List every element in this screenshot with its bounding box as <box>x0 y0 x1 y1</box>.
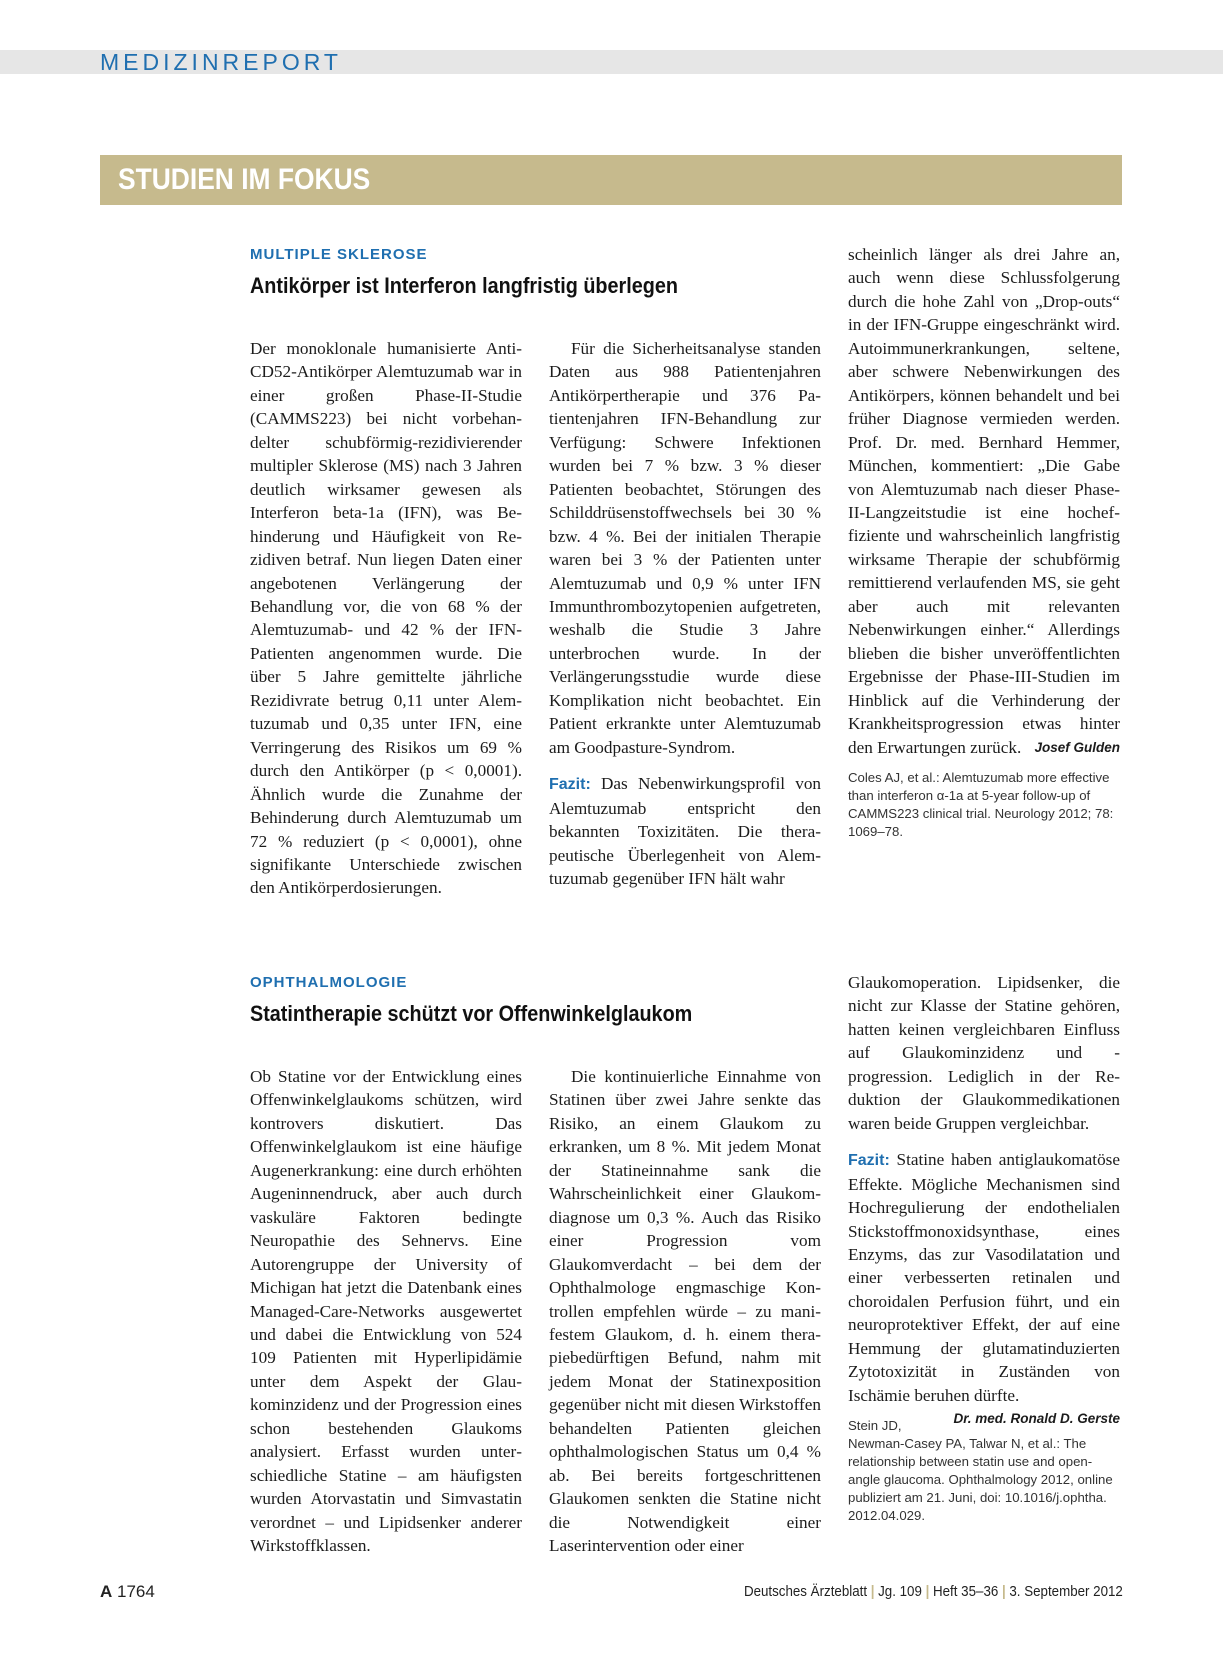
fazit-label: Fazit: <box>848 1152 890 1170</box>
article1-kicker: MULTIPLE SKLEROSE <box>250 246 428 263</box>
author-byline: Josef Gulden <box>1034 739 1120 755</box>
article2-paragraph: Ob Statine vor der Entwicklung eines Offenwinkelglaukoms schützen, wird kontrovers diskutiert. Das Offenwinkelglaukom ist eine häufige Augenerkrankung: eine durch erhöhten Augeninnendruck, aber auch durch vaskuläre Faktoren bedingte Neuropathie des Sehnervs. Eine Autorengruppe der University of Michigan hat jetzt die Datenbank eines Managed-Care-Networks ausgewertet und dabei die Entwicklung von 524 109 Patienten mit Hyperlipidämie unter dem Aspekt der Glaukominzidenz und der Progression eines schon bestehenden Glaukoms analysiert. Erfasst wurden unterschiedliche Statine – am häufigsten wurden Atorvastatin und Simvastatin verordnet – und Lipidsenker anderer Wirkstoffklassen. <box>250 1067 522 1556</box>
article2-kicker: OPHTHALMOLOGIE <box>250 974 408 991</box>
article1-fazit <box>549 772 821 890</box>
article1-column-1 <box>250 337 522 900</box>
fazit-label: Fazit: <box>549 776 591 794</box>
separator: | <box>1002 1584 1006 1600</box>
article2-headline: Statintherapie schützt vor Offenwinkelglaukom <box>250 1001 693 1026</box>
article1-paragraph: Der monoklonale humanisierte Anti-CD52-Antikörper Alemtuzumab war in einer großen Phase-II-Studie (CAMMS223) bei nicht vorbehandelter schubförmig-rezidivierender multipler Sklerose (MS) nach 3 Jahren deutlich wirksamer gewesen als Interferon beta-1a (IFN), was Behinderung und Häufigkeit von Rezidiven betraf. Nun liegen Daten einer angebotenen Verlängerung der Behandlung vor, die von 68 % der Alemtuzumab- und 42 % der IFN-Patienten angenommen wurde. Die über 5 Jahre gemittelte jährliche Rezidivrate betrug 0,11 unter Alemtuzumab und 0,35 unter IFN, eine Verringerung des Risikos um 69 % durch den Antikörper (p < 0,0001). Ähnlich wurde die Zunahme der Behinderung durch Alemtuzumab um 72 % reduziert (p < 0,0001), ohne signifikante Unterschiede zwischen den Antikörperdosierungen. <box>250 339 522 898</box>
article2-column-1 <box>250 1065 522 1558</box>
article1-column-3 <box>848 243 1120 841</box>
reference: Stein JD, Newman-Casey PA, Talwar N, et al.: The relationship between statin use and open-angle glaucoma. Ophthalmology 2012, online publiziert am 21. Juni, doi: 10.1016/j.ophtha. 2012.04.029. <box>848 1418 1113 1524</box>
article2-fazit <box>848 1148 1120 1427</box>
journal-date: 3. September 2012 <box>1009 1584 1123 1600</box>
separator: | <box>925 1584 930 1600</box>
separator: | <box>870 1584 875 1600</box>
author-byline: Dr. med. Ronald D. Gerste <box>953 1411 1120 1427</box>
article2-paragraph: Die kontinuierliche Einnahme von Statinen über zwei Jahre senkte das Risiko, an einem Glaukom zu erkranken, um 8 %. Mit jedem Monat der Statineinnahme sank die Wahrscheinlichkeit einer Glaukomdiagnose um 0,3 %. Auch das Risiko einer Progression vom Glaukomverdacht – bei dem der Ophthalmologe engmaschige Kontrollen empfehlen würde – zu manifestem Glaukom, d. h. einem therapiebedürftigen Befund, nahm mit jedem Monat der Statinexposition gegenüber nicht mit diesen Wirkstoffen behandelten Patienten gleichen ophthalmologischen Status um 0,4 % ab. Bei bereits fortgeschrittenen Glaukomen senkten die Statine nicht die Notwendigkeit einer Laserintervention oder einer <box>549 1067 821 1556</box>
article1-column-2 <box>549 337 821 890</box>
section-label: MEDIZINREPORT <box>100 49 342 75</box>
journal-volume: Jg. 109 <box>878 1584 923 1600</box>
journal-name: Deutsches Ärzteblatt <box>744 1584 868 1600</box>
journal-issue: Heft 35–36 <box>933 1584 999 1600</box>
article1-paragraph <box>848 243 1120 759</box>
reference: Coles AJ, et al.: Alemtuzumab more effective than interferon α-1a at 5-year follow-up of CAMMS223 clinical trial. Neurology 2012; 78: 1069–78. <box>848 769 1114 839</box>
article1-paragraph: Für die Sicherheitsanalyse standen Daten aus 988 Patientenjahren Antikörpertherapie und 376 Patientenjahren IFN-Behandlung zur Verfügung: Schwere Infektionen wurden bei 7 % bzw. 3 % dieser Patienten beobachtet, Störungen des Schilddrüsenstoffwechsels bei 30 % bzw. 4 %. Bei der initialen Therapie waren bei 3 % der Patienten unter Alemtuzumab und 0,9 % unter IFN Immunthrombozytopenien aufgetreten, weshalb die Studie 3 Jahre unterbrochen wurde. In der Verlängerungsstudie wurde diese Komplikation nicht beobachtet. Ein Patient erkrankte unter Alemtuzumab am Goodpasture-Syndrom. <box>549 339 821 757</box>
article1-headline: Antikörper ist Interferon langfristig überlegen <box>250 273 678 298</box>
article2-column-3 <box>848 971 1120 1525</box>
banner-title: STUDIEN IM FOKUS <box>118 163 371 196</box>
article1-paragraph-text: scheinlich länger als drei Jahre an, auch wenn diese Schlussfolgerung durch die hohe Zahl von „Drop-outs“ in der IFN-Gruppe eingeschränkt wird. Autoimmunerkrankungen, seltene, aber schwere Nebenwirkungen des Antikörpers, können behandelt und bei früher Diagnose vermieden werden. Prof. Dr. med. Bernhard Hemmer, München, kommentiert: „Die Gabe von Alemtuzumab nach dieser Phase-II-Langzeitstudie ist eine hocheffiziente und wahrscheinlich langfristig wirksame Therapie der schubförmig remittierend verlaufenden MS, sie geht aber auch mit relevanten Nebenwirkungen einher.“ Allerdings blieben die bisher unveröffentlichten Ergebnisse der Phase-III-Studien im Hinblick auf die Verhinderung der Krankheitsprogression etwas hinter den Erwartungen zurück. <box>848 245 1120 757</box>
section-banner <box>100 155 1122 205</box>
page-number <box>100 1582 155 1602</box>
page-number-value: 1764 <box>117 1582 155 1601</box>
fazit-text: Das Nebenwirkungsprofil von Alemtuzumab entspricht den bekannten Toxizitäten. Die therapeutische Überlegenheit von Alemtuzumab gegenüber IFN hält wahr <box>549 774 822 888</box>
fazit-text: Statine haben antiglaukomatöse Effekte. Mögliche Mechanismen sind Hochregulierung der endothelialen Stickstoffmonoxidsynthase, eines Enzyms, das zur Vasodilatation und einer verbesserten retinalen und choroidalen Perfusion führt, und ein neuroprotektiver Effekt, der auf eine Hemmung der glutamatinduzierten Zytotoxizität in Zuständen von Ischämie beruhen dürfte. <box>848 1150 1120 1405</box>
journal-info <box>744 1584 1123 1600</box>
article2-column-2 <box>549 1065 821 1558</box>
article2-paragraph: Glaukomoperation. Lipidsenker, die nicht zur Klasse der Statine gehören, hatten keinen vergleichbaren Einfluss auf Glaukominzidenz und -progression. Lediglich in der Reduktion der Glaukommedikationen waren beide Gruppen vergleichbar. <box>848 973 1120 1133</box>
page-prefix: A <box>100 1582 113 1601</box>
